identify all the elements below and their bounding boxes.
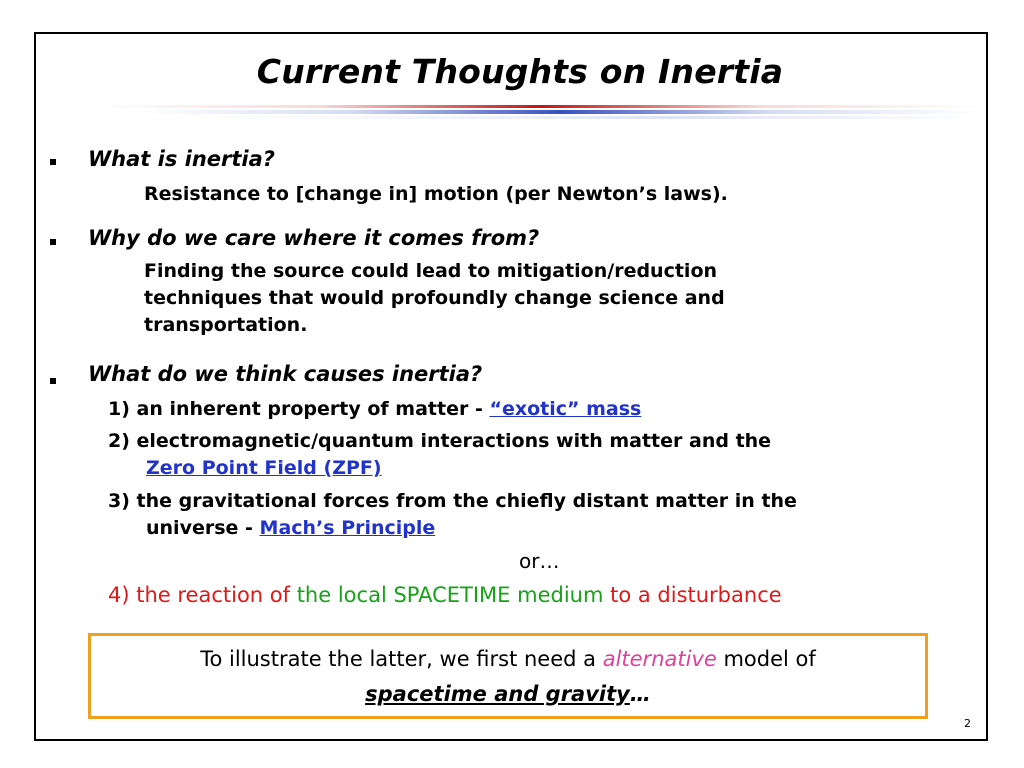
cause-item-2-link-line (146, 455, 382, 482)
bullet-answer-2-line-2: techniques that would profoundly change science and (144, 287, 725, 309)
title-rule-red (100, 105, 980, 108)
cause-item-4-red-2: to a disturbance (603, 583, 782, 607)
zpf-link[interactable]: Zero Point Field (ZPF) (146, 457, 382, 479)
callout-ellipsis: … (629, 682, 651, 706)
cause-item-3-text: 3) the gravitational forces from the chiefly distant matter in the (108, 490, 797, 512)
bullet-question-2: Why do we care where it comes from? (88, 226, 540, 250)
callout-spacetime-gravity: spacetime and gravity (365, 682, 630, 706)
cause-item-4-green: the local SPACETIME medium (296, 583, 604, 607)
bullet-answer-2-line-3: transportation. (144, 314, 308, 336)
cause-item-3-text2: universe - (146, 517, 260, 539)
title-rule-blue (140, 110, 980, 114)
callout-text-1: To illustrate the latter, we first need a (200, 647, 603, 671)
cause-item-4 (108, 583, 782, 607)
cause-item-2-text: 2) electromagnetic/quantum interactions with matter and the (108, 430, 772, 452)
cause-item-4-red-1: 4) the reaction of (108, 583, 297, 607)
callout-line-1 (91, 642, 925, 677)
bullet-marker (50, 378, 56, 384)
cause-item-1-text: 1) an inherent property of matter - (108, 398, 490, 420)
bullet-question-1: What is inertia? (88, 147, 275, 171)
cause-item-1 (108, 396, 641, 423)
bullet-question-3: What do we think causes inertia? (88, 362, 483, 386)
callout-text-2: model of (716, 647, 816, 671)
page-number: 2 (964, 717, 971, 730)
or-text: or… (519, 549, 560, 573)
callout-line-2 (91, 677, 925, 712)
title-rule-faint (200, 116, 980, 119)
cause-item-3-line-2 (146, 515, 435, 542)
callout-box (88, 633, 928, 719)
callout-emphasis: alternative (602, 647, 717, 671)
slide-title: Current Thoughts on Inertia (256, 52, 784, 91)
bullet-answer-2-line-1: Finding the source could lead to mitigation/reduction (144, 260, 718, 282)
bullet-answer-1-line-1: Resistance to [change in] motion (per Newton’s laws). (144, 183, 728, 205)
machs-principle-link[interactable]: Mach’s Principle (259, 517, 436, 539)
bullet-marker (50, 159, 56, 165)
bullet-marker (50, 239, 56, 245)
exotic-mass-link[interactable]: “exotic” mass (489, 398, 642, 420)
